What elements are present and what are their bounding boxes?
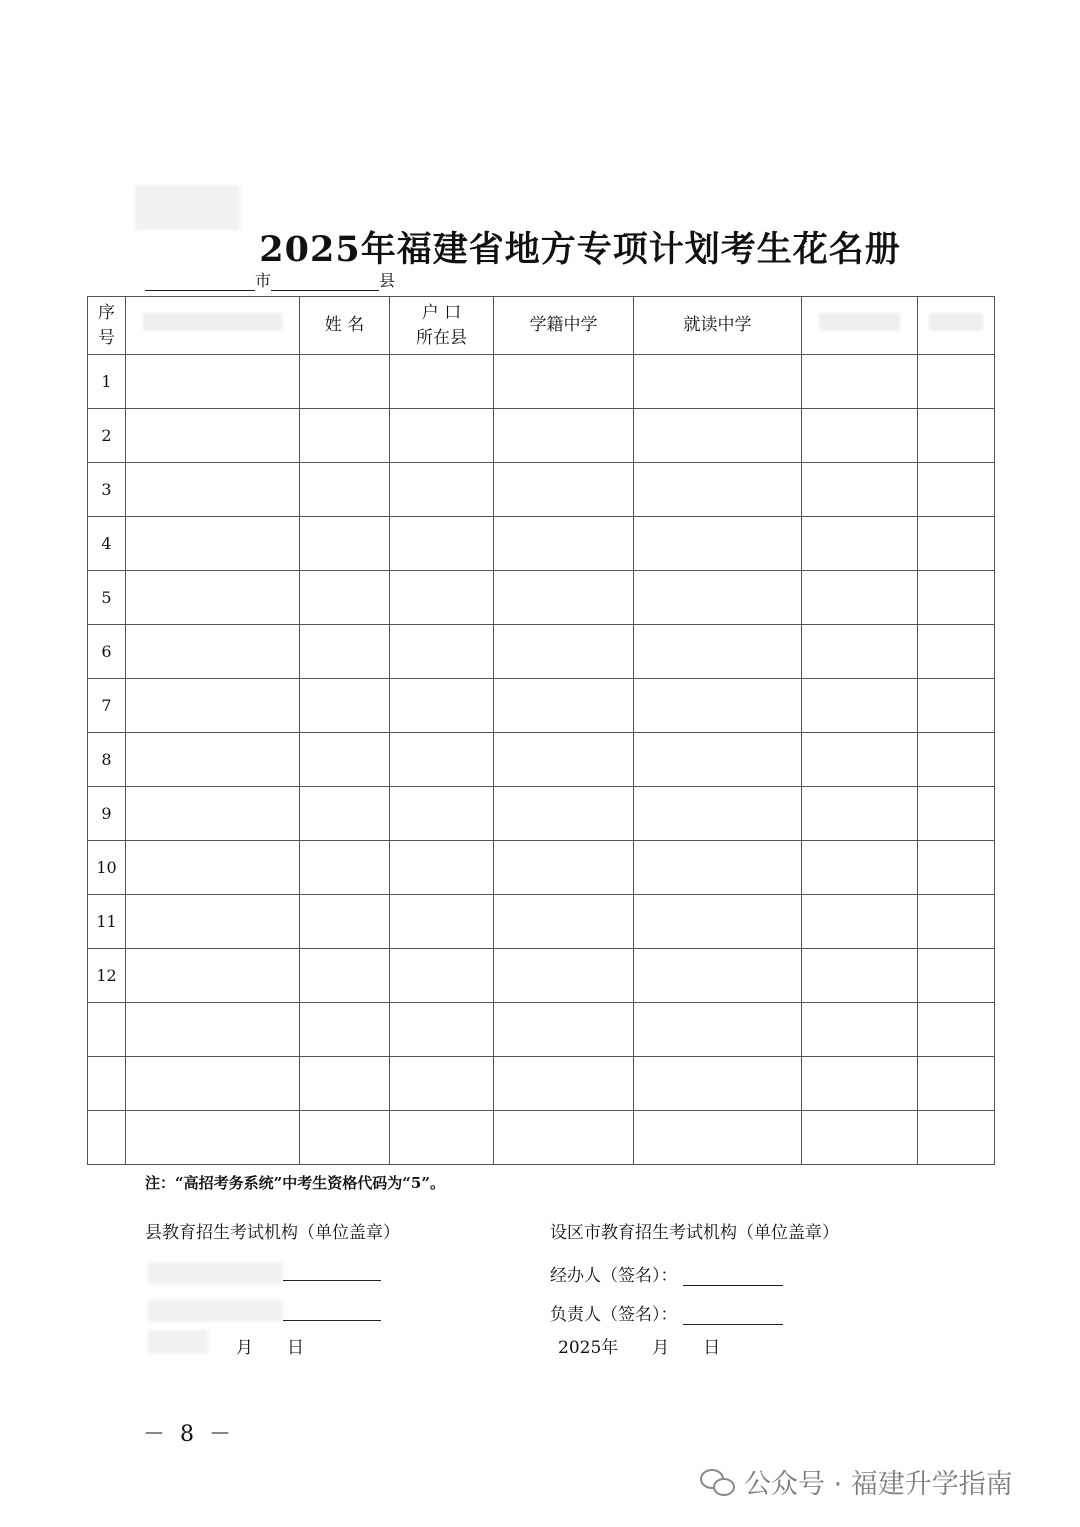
handler-row xyxy=(550,1261,783,1286)
row-number: 11 xyxy=(88,895,126,949)
table-cell xyxy=(634,949,802,1003)
table-cell xyxy=(802,517,918,571)
table-cell xyxy=(494,895,634,949)
table-row xyxy=(88,949,995,1003)
table-cell xyxy=(390,571,494,625)
header-seq: 序 号 xyxy=(88,297,126,355)
table-cell xyxy=(126,1111,300,1165)
table-cell xyxy=(802,895,918,949)
table-cell xyxy=(300,895,390,949)
table-cell xyxy=(126,949,300,1003)
table-cell xyxy=(918,679,995,733)
table-cell xyxy=(494,1003,634,1057)
table-cell xyxy=(126,355,300,409)
table-cell xyxy=(494,571,634,625)
table-cell xyxy=(634,625,802,679)
table-cell xyxy=(126,895,300,949)
table-cell xyxy=(390,355,494,409)
table-cell xyxy=(390,787,494,841)
table-cell xyxy=(634,733,802,787)
city-date: 2025年 月 日 xyxy=(558,1338,721,1358)
county-date: 月 日 xyxy=(236,1338,304,1358)
table-cell xyxy=(634,571,802,625)
table-cell xyxy=(802,787,918,841)
table-cell xyxy=(634,355,802,409)
table-cell xyxy=(126,625,300,679)
row-number: 2 xyxy=(88,409,126,463)
manager-label: 负责人（签名）： xyxy=(550,1305,678,1325)
city-blank xyxy=(145,270,255,291)
table-cell xyxy=(802,949,918,1003)
manager-row xyxy=(550,1300,783,1325)
table-row xyxy=(88,1003,995,1057)
row-number: 12 xyxy=(88,949,126,1003)
table-cell xyxy=(390,1057,494,1111)
table-cell xyxy=(126,1003,300,1057)
table-cell xyxy=(634,1057,802,1111)
row-number: 9 xyxy=(88,787,126,841)
table-row xyxy=(88,733,995,787)
row-number: 5 xyxy=(88,571,126,625)
table-cell xyxy=(494,409,634,463)
table-row xyxy=(88,355,995,409)
table-cell xyxy=(300,355,390,409)
redacted-header xyxy=(819,313,900,331)
table-cell xyxy=(390,949,494,1003)
table-cell xyxy=(390,1003,494,1057)
manager-blank xyxy=(683,1308,783,1325)
table-cell xyxy=(802,1003,918,1057)
redacted-header xyxy=(929,313,982,331)
table-cell xyxy=(494,949,634,1003)
table-row xyxy=(88,1057,995,1111)
table-cell xyxy=(802,1057,918,1111)
table-cell xyxy=(918,1111,995,1165)
city-org-label: 设区市教育招生考试机构（单位盖章） xyxy=(550,1223,839,1243)
page-number: － 8 － xyxy=(143,1422,235,1447)
table-cell xyxy=(918,1003,995,1057)
county-org-label: 县教育招生考试机构（单位盖章） xyxy=(145,1223,400,1243)
redacted-line xyxy=(148,1300,283,1322)
table-cell xyxy=(494,1111,634,1165)
table-cell xyxy=(494,841,634,895)
table-cell xyxy=(300,625,390,679)
handler-label: 经办人（签名）： xyxy=(550,1266,678,1286)
table-cell xyxy=(126,409,300,463)
table-cell xyxy=(918,787,995,841)
table-cell xyxy=(300,1003,390,1057)
watermark-text: 公众号 · 福建升学指南 xyxy=(744,1469,1013,1500)
redacted-line xyxy=(148,1262,283,1284)
table-cell xyxy=(918,895,995,949)
table-cell xyxy=(802,571,918,625)
redacted-header xyxy=(143,313,281,331)
redacted-date xyxy=(148,1330,208,1354)
table-cell xyxy=(918,841,995,895)
row-number: 10 xyxy=(88,841,126,895)
table-row xyxy=(88,841,995,895)
table-row xyxy=(88,625,995,679)
table-cell xyxy=(300,463,390,517)
header-attending-school: 就读中学 xyxy=(634,297,802,355)
row-number xyxy=(88,1111,126,1165)
header-redacted xyxy=(126,297,300,355)
table-cell xyxy=(390,463,494,517)
header-hukou: 户 口 所在县 xyxy=(390,297,494,355)
table-cell xyxy=(918,733,995,787)
table-cell xyxy=(802,463,918,517)
table-cell xyxy=(300,1111,390,1165)
table-cell xyxy=(494,355,634,409)
table-cell xyxy=(126,463,300,517)
table-cell xyxy=(300,841,390,895)
table-cell xyxy=(494,733,634,787)
header-enrolled-school: 学籍中学 xyxy=(494,297,634,355)
table-row xyxy=(88,1111,995,1165)
header-redacted-3 xyxy=(918,297,995,355)
row-number xyxy=(88,1003,126,1057)
table-cell xyxy=(918,517,995,571)
table-cell xyxy=(918,571,995,625)
table-cell xyxy=(390,517,494,571)
table-cell xyxy=(126,571,300,625)
table-cell xyxy=(802,625,918,679)
table-row xyxy=(88,895,995,949)
table-cell xyxy=(300,787,390,841)
table-cell xyxy=(390,1111,494,1165)
row-number: 3 xyxy=(88,463,126,517)
table-cell xyxy=(300,679,390,733)
table-cell xyxy=(300,517,390,571)
table-row xyxy=(88,571,995,625)
footnote: 注：“高招考务系统”中考生资格代码为“5”。 xyxy=(145,1174,445,1192)
table-row xyxy=(88,409,995,463)
row-number: 7 xyxy=(88,679,126,733)
table-cell xyxy=(634,895,802,949)
header-name: 姓 名 xyxy=(300,297,390,355)
table-cell xyxy=(126,787,300,841)
table-cell xyxy=(918,1057,995,1111)
signature-blank xyxy=(283,1280,381,1281)
table-cell xyxy=(918,949,995,1003)
table-cell xyxy=(300,571,390,625)
city-suffix: 市 xyxy=(255,271,272,290)
header-redacted-2 xyxy=(802,297,918,355)
table-cell xyxy=(126,517,300,571)
table-cell xyxy=(634,463,802,517)
table-cell xyxy=(300,1057,390,1111)
handler-blank xyxy=(683,1269,783,1286)
table-cell xyxy=(390,895,494,949)
table-cell xyxy=(802,841,918,895)
roster-body xyxy=(88,355,995,1165)
row-number: 1 xyxy=(88,355,126,409)
table-cell xyxy=(918,409,995,463)
table-cell xyxy=(390,679,494,733)
table-cell xyxy=(802,733,918,787)
county-suffix: 县 xyxy=(379,271,396,290)
redacted-mark xyxy=(135,185,240,230)
region-line xyxy=(145,268,395,291)
page-title: 2025年福建省地方专项计划考生花名册 xyxy=(259,229,901,270)
table-cell xyxy=(802,409,918,463)
county-blank xyxy=(271,270,379,291)
table-cell xyxy=(634,787,802,841)
table-cell xyxy=(634,1003,802,1057)
table-cell xyxy=(634,517,802,571)
row-number xyxy=(88,1057,126,1111)
table-cell xyxy=(494,1057,634,1111)
table-cell xyxy=(126,841,300,895)
table-cell xyxy=(918,463,995,517)
table-cell xyxy=(300,949,390,1003)
row-number: 6 xyxy=(88,625,126,679)
table-cell xyxy=(802,355,918,409)
table-cell xyxy=(390,625,494,679)
table-cell xyxy=(494,625,634,679)
table-cell xyxy=(494,679,634,733)
row-number: 4 xyxy=(88,517,126,571)
table-cell xyxy=(634,841,802,895)
table-cell xyxy=(390,409,494,463)
table-cell xyxy=(126,733,300,787)
signature-blank xyxy=(283,1320,381,1321)
table-cell xyxy=(802,1111,918,1165)
watermark xyxy=(700,1462,1013,1501)
table-cell xyxy=(494,463,634,517)
table-cell xyxy=(126,679,300,733)
row-number: 8 xyxy=(88,733,126,787)
table-row xyxy=(88,679,995,733)
header-row xyxy=(88,297,995,355)
table-cell xyxy=(300,733,390,787)
table-cell xyxy=(634,679,802,733)
table-cell xyxy=(390,841,494,895)
table-cell xyxy=(802,679,918,733)
table-row xyxy=(88,787,995,841)
table-cell xyxy=(918,625,995,679)
table-cell xyxy=(634,1111,802,1165)
roster-table xyxy=(87,296,995,1165)
table-cell xyxy=(494,517,634,571)
table-cell xyxy=(300,409,390,463)
wechat-icon xyxy=(700,1467,734,1497)
city-signature-block xyxy=(550,1218,839,1243)
table-row xyxy=(88,517,995,571)
table-cell xyxy=(494,787,634,841)
table-cell xyxy=(918,355,995,409)
table-row xyxy=(88,463,995,517)
county-signature-block xyxy=(145,1218,400,1243)
table-cell xyxy=(634,409,802,463)
table-cell xyxy=(126,1057,300,1111)
table-cell xyxy=(390,733,494,787)
